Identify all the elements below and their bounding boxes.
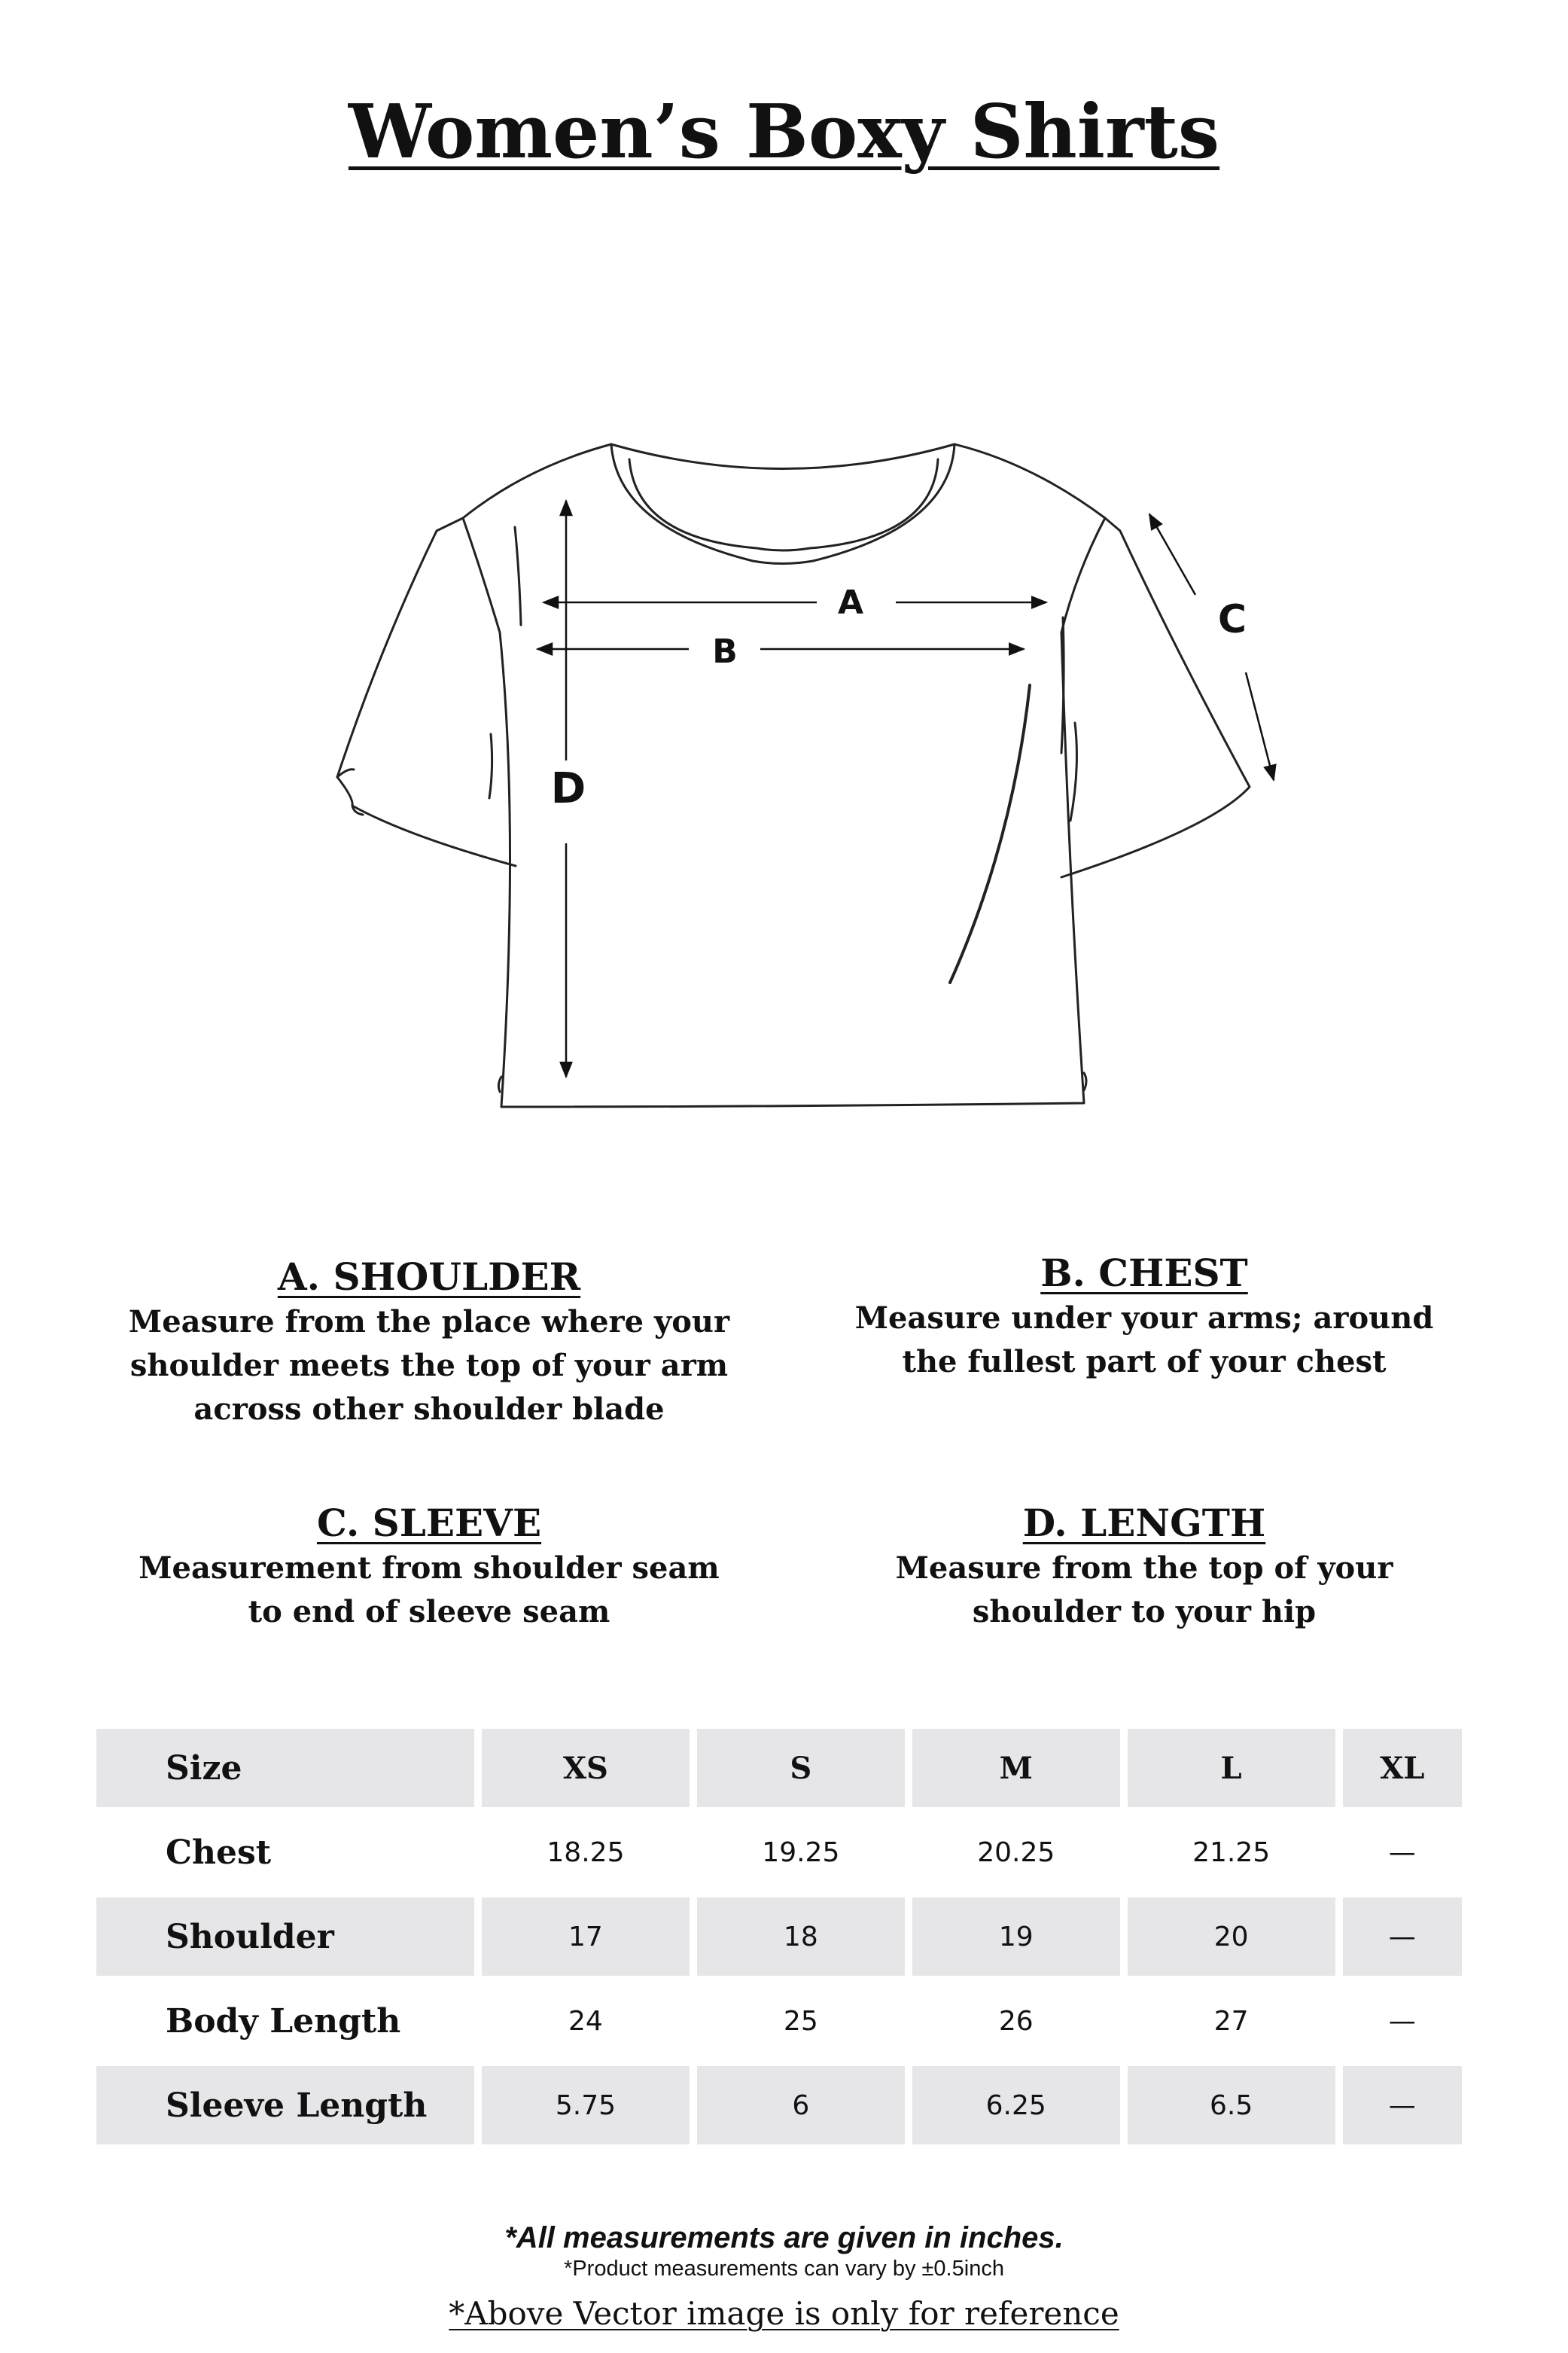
reference-note: *Above Vector image is only for reference <box>449 2295 1119 2332</box>
table-cell: 25 <box>783 2005 818 2037</box>
table-row <box>96 1813 1462 1891</box>
table-header-cell: Size <box>96 1729 474 1807</box>
size-table <box>89 1729 1469 2144</box>
table-cell: 24 <box>568 2005 603 2037</box>
section-sleeve-heading: C. SLEEVE <box>316 1501 542 1545</box>
table-row <box>96 1982 1462 2060</box>
table-cell: 17 <box>482 1897 690 1976</box>
units-note: *All measurements are given in inches. <box>504 2221 1064 2254</box>
table-cell: 6.25 <box>912 2066 1120 2144</box>
table-cell: 20 <box>1128 1897 1335 1976</box>
table-cell: — <box>1343 1897 1462 1976</box>
section-sleeve <box>128 1500 730 1634</box>
section-chest-desc: Measure under your arms; around the fullest part of your chest <box>854 1300 1434 1379</box>
row-label: Sleeve Length <box>96 2066 474 2144</box>
table-cell: 21.25 <box>1192 1836 1271 1868</box>
table-cell: 6 <box>697 2066 905 2144</box>
table-header-cell: XL <box>1343 1729 1462 1807</box>
measure-arrows <box>537 501 1274 1077</box>
section-chest-heading: B. CHEST <box>1040 1251 1248 1295</box>
section-length <box>843 1500 1445 1634</box>
section-length-desc: Measure from the top of your shoulder to your hip <box>895 1550 1393 1629</box>
table-cell: 26 <box>998 2005 1034 2037</box>
page-title: Women’s Boxy Shirts <box>348 89 1220 175</box>
section-shoulder-desc: Measure from the place where your shoulder meets the top of your arm across other shoulder blade <box>128 1304 730 1427</box>
arrow-c-lower <box>1246 672 1274 780</box>
table-cell: 27 <box>1213 2005 1249 2037</box>
table-header-cell: XS <box>482 1729 690 1807</box>
section-chest <box>843 1250 1445 1384</box>
table-cell: 18 <box>697 1897 905 1976</box>
table-cell: 19 <box>912 1897 1120 1976</box>
table-header-row <box>96 1729 1462 1807</box>
label-a: A <box>837 584 864 622</box>
table-cell: — <box>1388 2005 1416 2037</box>
table-header-cell: S <box>697 1729 905 1807</box>
shirt-outline <box>337 444 1250 1107</box>
table-header-cell: L <box>1128 1729 1335 1807</box>
shirt-diagram <box>316 422 1295 1144</box>
table-header-cell: M <box>912 1729 1120 1807</box>
table-cell: 5.75 <box>482 2066 690 2144</box>
row-label: Chest <box>166 1833 272 1872</box>
table-row <box>96 2066 1462 2144</box>
section-shoulder-heading: A. SHOULDER <box>277 1254 581 1299</box>
label-b: B <box>712 632 738 671</box>
section-length-heading: D. LENGTH <box>1022 1501 1266 1545</box>
table-cell: — <box>1388 1836 1416 1868</box>
row-label: Shoulder <box>96 1897 474 1976</box>
table-cell: — <box>1343 2066 1462 2144</box>
table-row <box>96 1897 1462 1976</box>
table-cell: 20.25 <box>977 1836 1055 1868</box>
row-label: Body Length <box>166 2001 401 2041</box>
label-c: C <box>1217 597 1247 642</box>
tolerance-note: *Product measurements can vary by ±0.5inch <box>564 2257 1004 2281</box>
table-cell: 19.25 <box>762 1836 840 1868</box>
section-shoulder <box>128 1254 730 1431</box>
table-cell: 6.5 <box>1128 2066 1335 2144</box>
section-sleeve-desc: Measurement from shoulder seam to end of sleeve seam <box>139 1550 720 1629</box>
label-d: D <box>550 764 586 813</box>
table-cell: 18.25 <box>547 1836 625 1868</box>
